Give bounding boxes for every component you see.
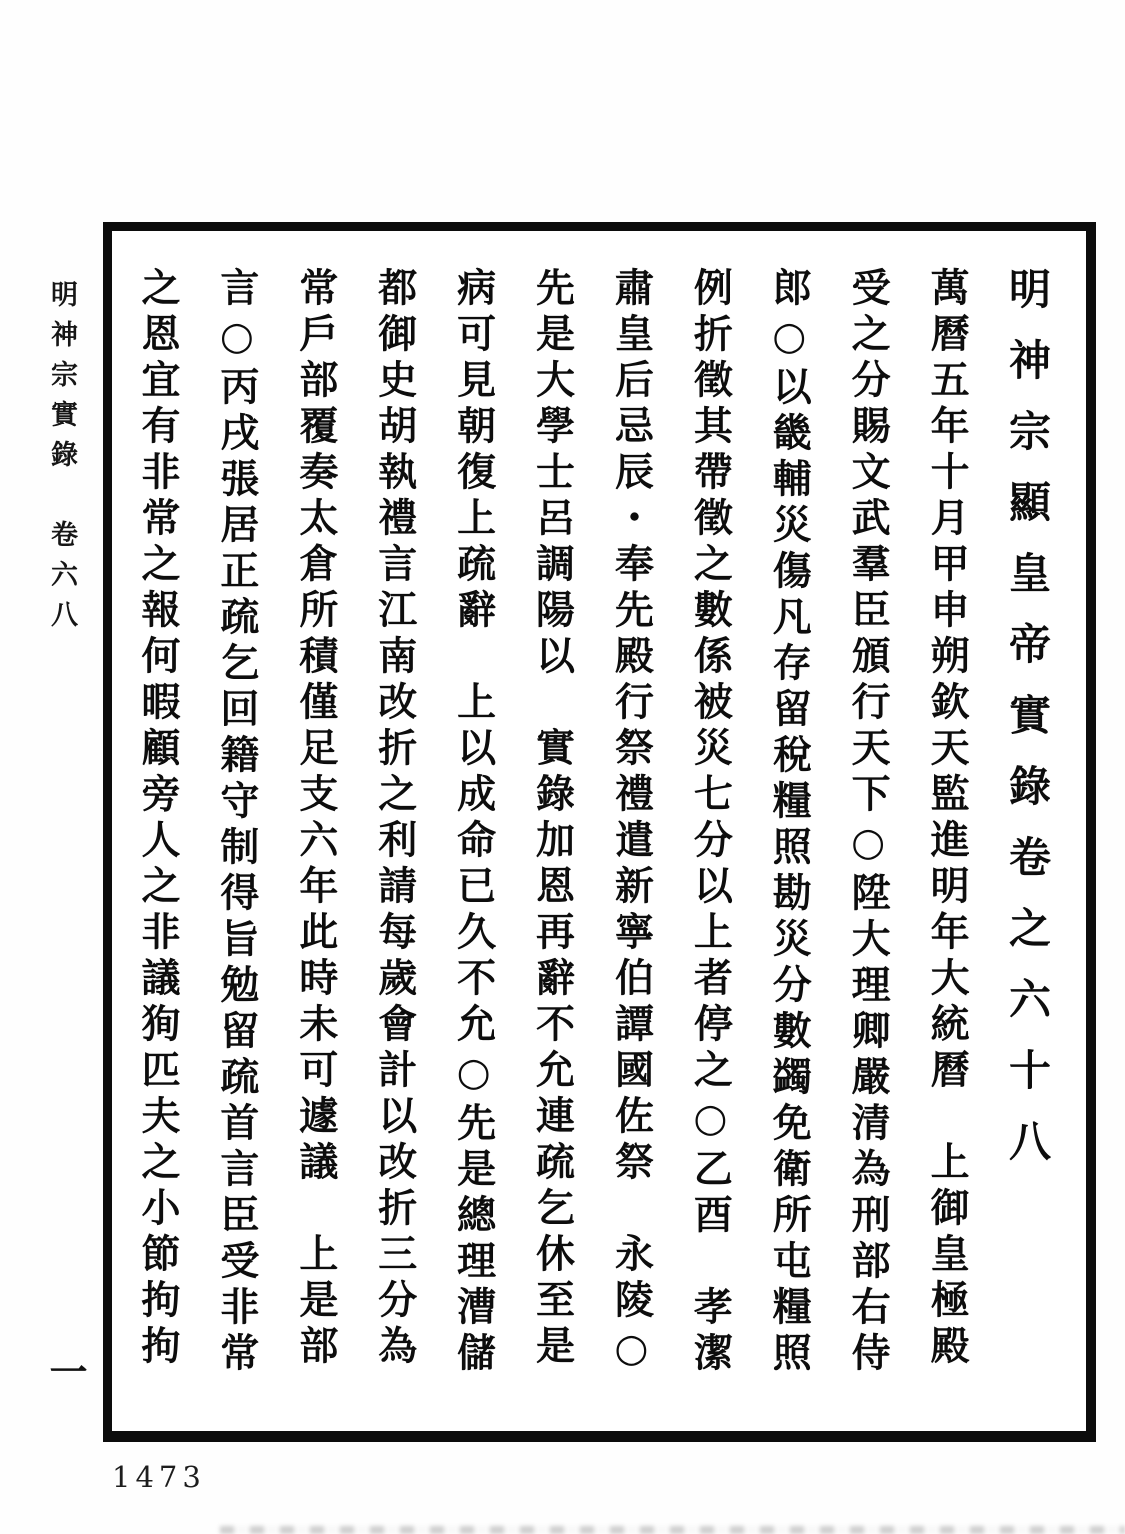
- scan-smudge: [220, 1526, 1125, 1534]
- text-column-2: 萬曆五年十月甲申朔欽天監進明年大統曆 上御皇極殿: [924, 267, 971, 1371]
- text-block: [112, 231, 1086, 1431]
- text-column-1: 明神宗顯皇帝實錄卷之六十八: [1002, 267, 1052, 1190]
- text-column-11: 言○丙戌張居正疏乞回籍守制得旨勉留疏首言臣受非常: [213, 267, 260, 1378]
- folio-marker: 一: [43, 1352, 88, 1390]
- page-number: 1473: [112, 1460, 206, 1494]
- text-column-5: 例折徵其帶徵之數係被災七分以上者停之○乙酉 孝潔: [687, 267, 734, 1378]
- text-column-6: 肅皇后忌辰・奉先殿行祭禮遣新寧伯譚國佐祭 永陵○: [608, 267, 655, 1378]
- text-column-7: 先是大學士呂調陽以 實錄加恩再辭不允連疏乞休至是: [529, 267, 576, 1371]
- margin-title: 明神宗實錄 卷六八: [46, 280, 77, 640]
- text-column-12: 之恩宜有非常之報何暇顧旁人之非議狥匹夫之小節拘拘: [135, 267, 181, 1371]
- text-column-3: 受之分賜文武羣臣頒行天下○陞大理卿嚴清為刑部右侍: [845, 267, 892, 1378]
- text-column-4: 郎○以畿輔災傷凡存留稅糧照勘災分數蠲免衛所屯糧照: [766, 267, 813, 1378]
- page-frame: [103, 222, 1096, 1442]
- text-column-10: 常戶部覆奏太倉所積僅足支六年此時未可遽議 上是部: [292, 267, 339, 1371]
- text-column-9: 都御史胡執禮言江南改折之利請每歲會計以改折三分為: [371, 267, 418, 1371]
- text-column-8: 病可見朝復上疏辭 上以成命已久不允○先是總理漕儲: [450, 267, 497, 1378]
